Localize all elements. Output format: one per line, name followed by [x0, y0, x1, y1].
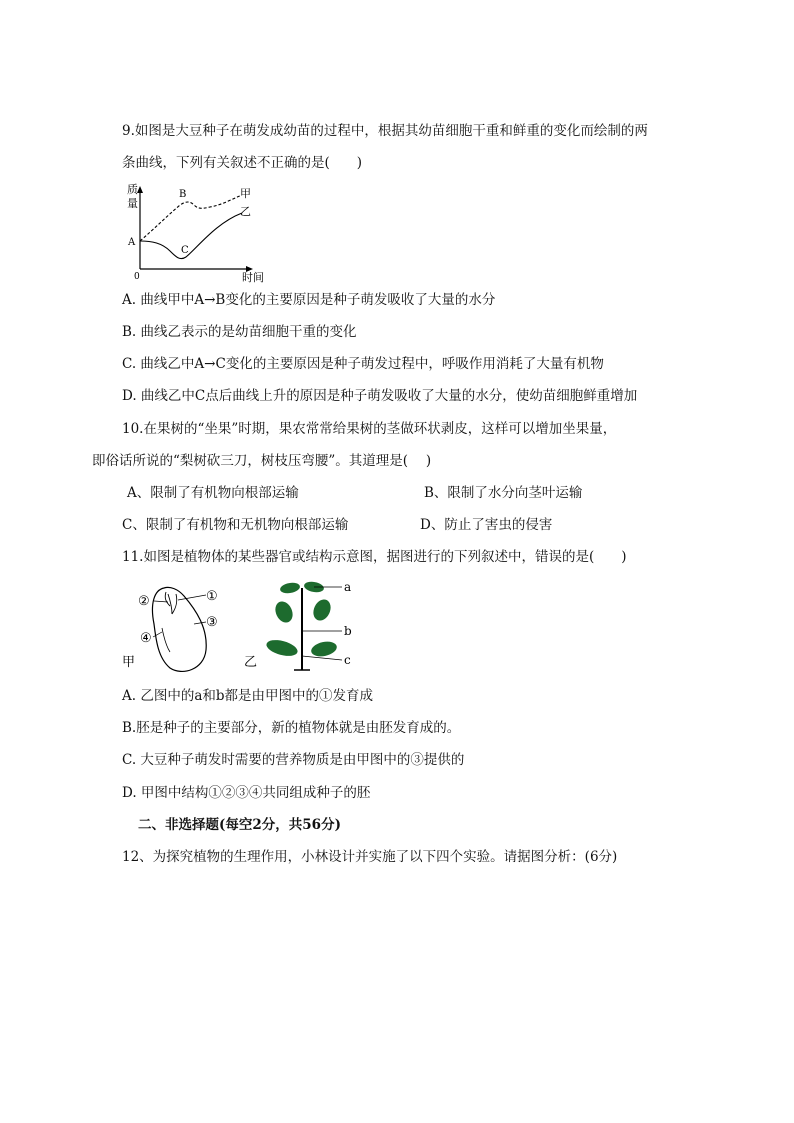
q12-stem: 12、为探究植物的生理作用，小林设计并实施了以下四个实验。请据图分析：(6分): [122, 849, 618, 865]
curve-yi-label: 乙: [240, 205, 251, 218]
curve-jia-label: 甲: [240, 187, 251, 200]
seed-label-2: ②: [138, 594, 150, 609]
q9-option-c: C. 曲线乙中A→C变化的主要原因是种子萌发过程中，呼吸作用消耗了大量有机物: [122, 356, 604, 372]
seedling-figure-label-yi: 乙: [244, 655, 258, 670]
q11-stem: 11.如图是植物体的某些器官或结构示意图，据图进行的下列叙述中，错误的是( ): [122, 549, 627, 565]
q11-option-b: B.胚是种子的主要部分，新的植物体就是由胚发育成的。: [122, 720, 461, 736]
point-c-label: C: [181, 245, 189, 256]
q9-option-d: D. 曲线乙中C点后曲线上升的原因是种子萌发吸收了大量的水分，使幼苗细胞鲜重增加: [122, 388, 638, 404]
curve-yi: [140, 213, 242, 259]
point-b-label: B: [179, 189, 187, 200]
seedling-label-c: c: [344, 653, 351, 667]
q9-stem-line1: 9.如图是大豆种子在萌发成幼苗的过程中，根据其幼苗细胞干重和鲜重的变化而绘制的两: [122, 123, 648, 139]
q9-option-b: B. 曲线乙表示的是幼苗细胞干重的变化: [122, 324, 357, 340]
seed-label-3: ③: [206, 615, 218, 630]
seed-figure-label-jia: 甲: [122, 655, 136, 670]
q10-option-c: C、限制了有机物和无机物向根部运输: [122, 517, 349, 533]
origin-label: 0: [134, 272, 140, 282]
q9-growth-chart: [124, 183, 294, 283]
y-label-2: 量: [127, 197, 138, 210]
point-a-label: A: [128, 237, 136, 248]
y-label-1: 质: [127, 183, 138, 196]
q9-stem-line2: 条曲线，下列有关叙述不正确的是( ): [122, 155, 363, 171]
q11-option-a: A. 乙图中的a和b都是由甲图中的①发育成: [122, 688, 374, 704]
q9-option-a: A. 曲线甲中A→B变化的主要原因是种子萌发吸收了大量的水分: [122, 292, 496, 308]
x-axis-label: 时间: [242, 271, 264, 283]
q10-option-d: D、防止了害虫的侵害: [420, 517, 553, 533]
seedling-label-a: a: [344, 580, 352, 594]
curve-jia: [140, 195, 242, 241]
seed-label-4: ④: [140, 631, 152, 646]
q10-stem-line1: 10.在果树的“坐果”时期，果农常常给果树的茎做环状剥皮，这样可以增加坐果量，: [122, 421, 617, 437]
q10-option-a: A、限制了有机物向根部运输: [127, 485, 299, 501]
q11-seedling-figure: [240, 578, 370, 673]
seedling-label-b: b: [344, 624, 352, 638]
q10-option-b: B、限制了水分向茎叶运输: [424, 485, 583, 501]
section2-title: 二、非选择题(每空2分，共56分): [138, 817, 341, 833]
seed-label-1: ①: [206, 589, 218, 604]
q11-option-c: C. 大豆种子萌发时需要的营养物质是由甲图中的③提供的: [122, 752, 465, 768]
q11-seed-figure: [120, 580, 230, 675]
q11-option-d: D. 甲图中结构①②③④共同组成种子的胚: [122, 785, 371, 801]
q10-stem-line2: 即俗话所说的“梨树砍三刀，树枝压弯腰”。其道理是( ): [92, 453, 432, 469]
